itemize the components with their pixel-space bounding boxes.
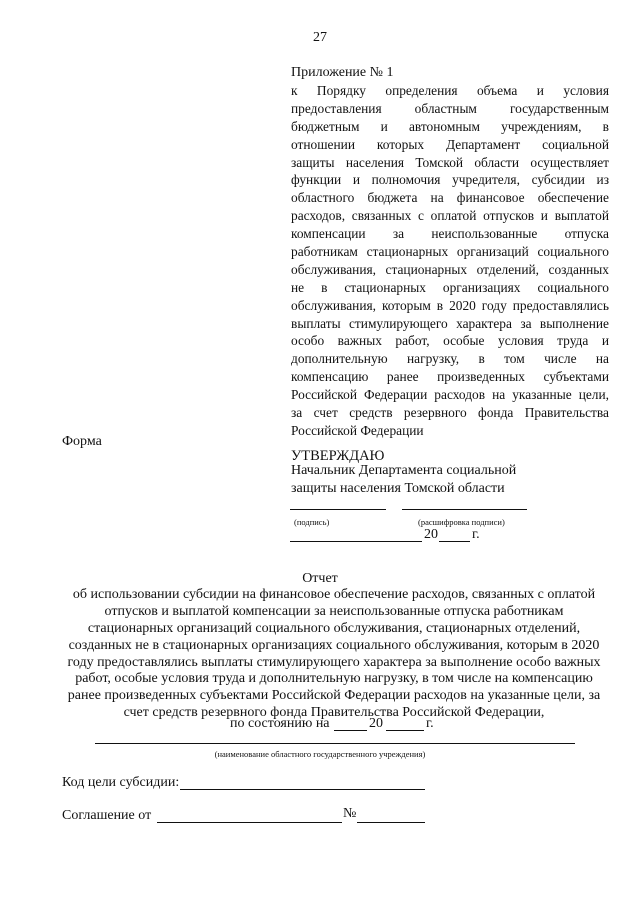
appendix-line: дополнительную нагрузку, в том числе на [291, 351, 609, 367]
form-label: Форма [62, 434, 102, 449]
appendix-text [291, 82, 609, 440]
signature-line [290, 509, 386, 510]
decoding-caption: (расшифровка подписи) [418, 517, 505, 527]
appendix-line: защиты населения Томской области осуществляет [291, 154, 609, 170]
as-of-year: 20 [369, 716, 383, 731]
report-line: счет средств резервного фонда Правительства Российской Федерации, [123, 705, 545, 721]
appendix-line: работникам стационарных организаций социального [291, 244, 609, 260]
agreement-number-label: № [343, 806, 357, 821]
appendix-title: Приложение № 1 [291, 65, 394, 80]
page-number: 27 [313, 30, 327, 45]
appendix-line: обслуживания, которым в 2020 году предоставлялись [291, 297, 609, 313]
subsidy-code-label: Код цели субсидии: [62, 775, 180, 790]
approval-position-line1: Начальник Департамента социальной [291, 463, 517, 478]
date-year-line [439, 541, 470, 542]
appendix-line: к Порядку определения объема и условия [291, 83, 609, 98]
appendix-line: выплаты стимулирующего характера за выполнение [291, 315, 609, 331]
approval-date-suffix: г. [472, 527, 480, 542]
report-line: ранее произведенных субъектами Российской Федерации расходов на указанные цели, за [67, 688, 601, 704]
approval-title: УТВЕРЖДАЮ [291, 448, 385, 464]
appendix-line: за счет средств резервного фонда Правительства [291, 405, 609, 421]
agreement-number-field[interactable] [357, 822, 425, 823]
signature-caption: (подпись) [294, 517, 330, 527]
report-description [60, 587, 608, 722]
report-line: отпусков и выплатой компенсации за неиспользованные отпуска работникам [104, 603, 564, 619]
appendix-line: Российской Федерации [291, 422, 424, 438]
as-of-year-line [386, 730, 424, 731]
agreement-label: Соглашение от [62, 808, 152, 823]
as-of-suffix: г. [426, 716, 434, 731]
appendix-line: компенсацию ранее произведенных субъектами [291, 369, 609, 385]
appendix-line: компенсации за неиспользованные отпуска [291, 226, 609, 242]
appendix-line: областного бюджета на финансовое обеспечение [291, 190, 609, 206]
as-of-date-line [334, 730, 367, 731]
institution-caption: (наименование областного государственного учреждения) [214, 749, 426, 759]
appendix-line: предоставления областным государственным [291, 100, 609, 116]
agreement-date-field[interactable] [157, 822, 342, 823]
report-line: году предоставлялись выплаты стимулирующего характера за выполнение особо важных [67, 654, 601, 670]
date-day-month-line [290, 541, 422, 542]
appendix-line: Российской Федерации расходов на указанные цели, [291, 387, 609, 403]
report-line: созданных не в стационарных организациях социального обслуживания, которым в 2020 [68, 637, 600, 653]
institution-name-line [95, 743, 575, 744]
appendix-line: обслуживания, стационарных отделений, созданных [291, 261, 609, 277]
approval-position-line2: защиты населения Томской области [291, 481, 505, 496]
appendix-line: бюджетным и автономным учреждениям, в [291, 118, 609, 134]
signature-decoding-line [402, 509, 527, 510]
report-line: об использовании субсидии на финансовое обеспечение расходов, связанных с оплатой [72, 587, 596, 602]
subsidy-code-field[interactable] [180, 789, 425, 790]
report-line: работ, особые условия труда и дополнительную нагрузку, в том числе на компенсацию [75, 671, 593, 687]
as-of-label: по состоянию на [230, 716, 330, 731]
appendix-line: функции и полномочия учредителя, субсидии из [291, 172, 609, 188]
appendix-line: особо важных работ, особые условия труда и [291, 333, 609, 349]
appendix-line: расходов, связанных с оплатой отпусков и выплатой [291, 208, 609, 224]
appendix-line: не в стационарных организациях социального [291, 279, 609, 295]
approval-date-year: 20 [424, 527, 438, 542]
appendix-line: отношении которых Департамент социальной [291, 136, 609, 152]
report-line: стационарных организаций социального обслуживания, стационарных отделений, [87, 620, 581, 636]
report-title: Отчет [302, 571, 338, 586]
